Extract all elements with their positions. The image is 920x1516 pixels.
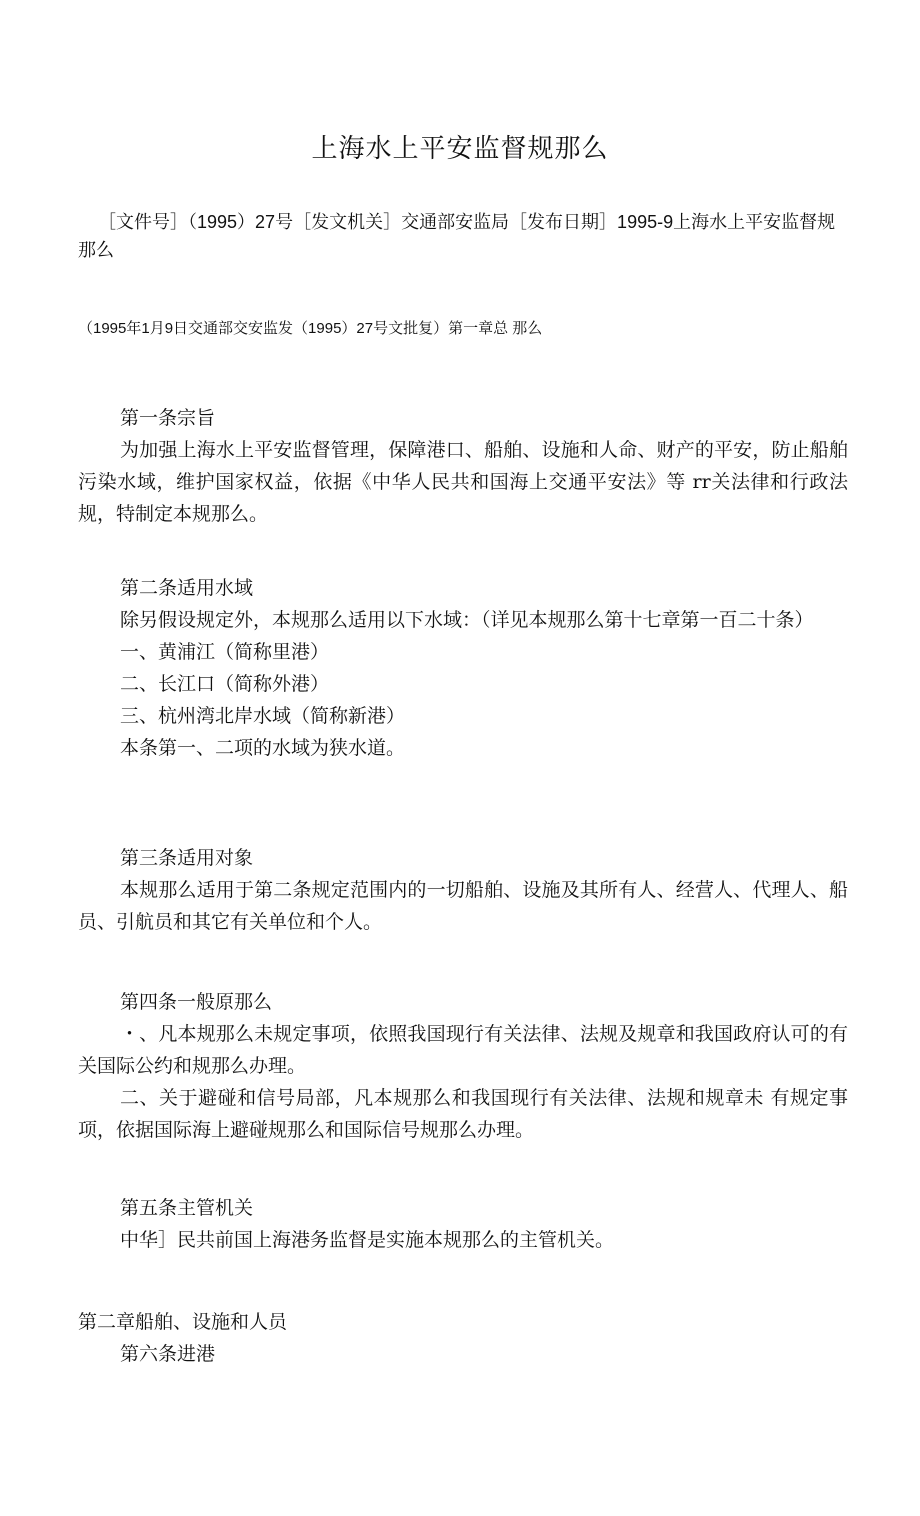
article-5 [78,1192,848,1256]
article-paragraph: 中华］民共前国上海港务监督是实施本规那么的主管机关。 [120,1229,615,1251]
article-paragraph: 三、杭州湾北岸水域（简称新港） [120,705,406,727]
article-paragraph: 为加强上海水上平安监督管理，保障港口、船舶、设施和人命、财产的平安，防止船舶污染水域，维护国家权益，依据《中华人民共和国海上交通平安法》等 rr关法律和行政法规，特制定本规那么。 [78,439,848,525]
document-title: 上海水上平安监督规那么 [311,134,609,164]
article-heading: 第五条主管机关 [120,1197,254,1219]
meta-line: ［文件号］（1995）27号［发文机关］交通部安监局［发布日期］1995-9上海水上平安监督规那么 [78,212,836,260]
article-heading: 第一条宗旨 [120,407,216,429]
article-paragraph: 二、关于避碰和信号局部，凡本规那么和我国现行有关法律、法规和规章未 有规定事项，依据国际海上避碰规那么和国际信号规那么办理。 [78,1087,848,1141]
document-meta [78,208,848,264]
article-heading: 第三条适用对象 [120,847,254,869]
article-1 [78,402,848,530]
article-paragraph: 一、黄浦江（简称里港） [120,641,330,663]
chapter-heading: 第二章船舶、设施和人员 [78,1311,288,1333]
article-heading: 第六条进港 [120,1343,216,1365]
article-4 [78,986,848,1146]
article-paragraph: 本条第一、二项的水域为狭水道。 [120,737,406,759]
article-heading: 第二条适用水域 [120,577,254,599]
article-paragraph: 二、长江口（简称外港） [120,673,330,695]
chapter-2 [78,1306,287,1370]
article-paragraph: 除另假设规定外，本规那么适用以下水域：（详见本规那么第十七章第一百二十条） [120,609,814,631]
article-3 [78,842,848,938]
article-paragraph: 本规那么适用于第二条规定范围内的一切船舶、设施及其所有人、经营人、代理人、船员、引航员和其它有关单位和个人。 [78,879,848,933]
approval-line: （1995年1月9日交通部交安监发（1995）27号文批复）第一章总 那么 [78,320,543,337]
article-2 [78,572,848,764]
article-paragraph: ・、凡本规那么未规定事项，依照我国现行有关法律、法规及规章和我国政府认可的有关国际公约和规那么办理。 [78,1023,848,1077]
article-heading: 第四条一般原那么 [120,991,273,1013]
